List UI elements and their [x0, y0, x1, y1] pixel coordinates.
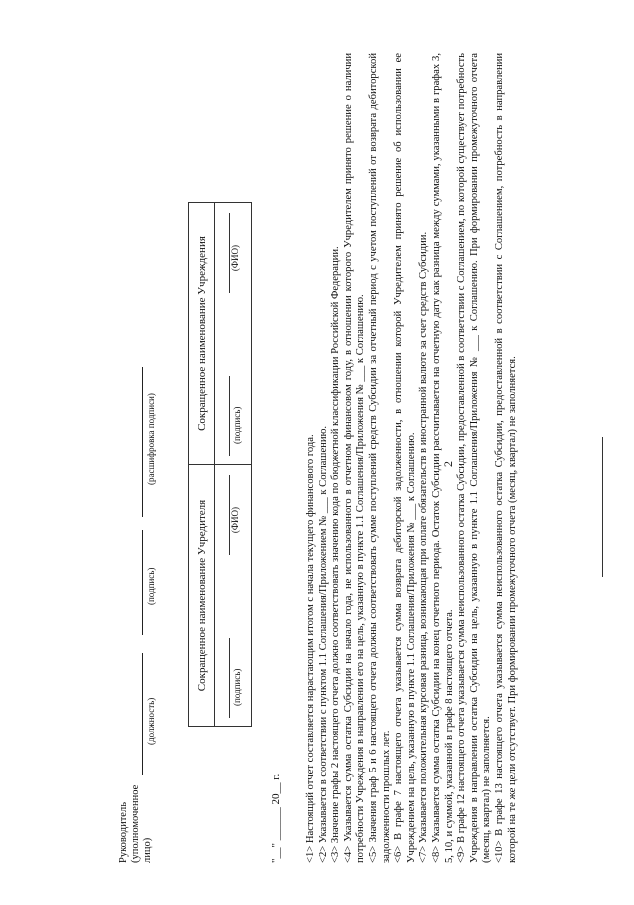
footnote-10: <10> В графе 13 настоящего отчета указывается сумма неиспользованного остатка Субсидии, предоставленной в соответствии с Соглашением, потребность в направлении которой на те же цели отсутствует. При формировании промежуточного отчета (месяц, квартал) не заполняется.: [493, 53, 518, 863]
page-number: 2: [441, 461, 455, 467]
institution-signature-cell: [215, 203, 252, 465]
signature-line: [142, 530, 143, 635]
caption-name: (расшифровка подписи): [146, 393, 156, 485]
caption-position: (должность): [146, 697, 156, 745]
institution-caption-signature: (подпись): [232, 406, 242, 444]
signature-role: [118, 785, 154, 863]
footnote-6: <6> В графе 7 настоящего отчета указывается сумма возврата дебиторской задолженности, в отношении которой Учредителем принято решение об использовании ее Учреждением на цель, указанную в пункте 1.1 Соглашения/Приложения № ___ к Соглашению.: [393, 53, 417, 863]
founder-caption-fio: (ФИО): [230, 507, 240, 534]
footnote-4: <4> Указывается сумма остатка Субсидии на начало года, не использованного в отчетном финансовом году, в отношении которого Учредителем принято решение о наличии потребности Учреждения в направлении его на цель, указанную в пункте 1.1 Соглашения/Приложения № ___ к Соглашению.: [342, 53, 367, 863]
institution-caption-fio: (ФИО): [230, 245, 240, 272]
bottom-rule: [602, 437, 603, 577]
table-header-founder: Сокращенное наименование Учредителя: [189, 465, 215, 727]
footnote-5: <5> Значения граф 5 и 6 настоящего отчета должны соответствовать сумме поступлений средств Субсидии за отчетный период с учетом поступлений от возврата дебиторской задолженности прошлых лет.: [367, 53, 392, 863]
signature-table: [188, 202, 252, 727]
date-line: "__" ______ 20__ г.: [270, 773, 282, 863]
footnote-8: <8> Указывается сумма остатка Субсидии на конец отчетного периода. Остаток Субсидии рассчитывается на отчетную дату как разница между суммами, указанными в графах 3, 5, 10, и суммой, указанной в графе 8 настоящего отчета.: [430, 53, 455, 863]
table-header-institution: Сокращенное наименование Учреждения: [189, 203, 215, 465]
role-line-3: лицо): [142, 837, 153, 863]
founder-caption-signature: (подпись): [232, 668, 242, 706]
name-line: [142, 367, 143, 517]
role-line-2: (уполномоченное: [130, 784, 141, 863]
position-line: [142, 653, 143, 775]
footnote-3: <3> Значение графы 2 настоящего отчета должно соответствовать значению кода по бюджетной классификации Российской Федерации.: [330, 246, 342, 863]
footnote-2: <2> Указывается в соответствии с пунктом 1.1 Соглашения/Приложением № ___ к Соглашению.: [317, 425, 329, 863]
caption-signature: (подпись): [146, 567, 156, 605]
footnote-7: <7> Указывается положительная курсовая разница, возникающая при оплате обязательств в иностранной валюте за счет средств Субсидии.: [418, 231, 430, 863]
footnotes: [305, 53, 519, 863]
footnote-1: <1> Настоящий отчет составляется нарастающим итогом с начала текущего финансового года.: [305, 434, 316, 863]
role-line-1: Руководитель: [118, 802, 129, 863]
footnote-9: <9> В графе 12 настоящего отчета указывается сумма неиспользованного остатка Субсидии, предоставленной в соответствии с Соглашением, по которой существует потребность Учреждения в направлении остатка Субсидии на цель, указанную в пункте 1.1 Соглашения/Приложения № ___ к Соглашению. При формировании промежуточного отчета (месяц, квартал) не заполняется.: [456, 53, 493, 863]
founder-signature-cell: [215, 465, 252, 727]
